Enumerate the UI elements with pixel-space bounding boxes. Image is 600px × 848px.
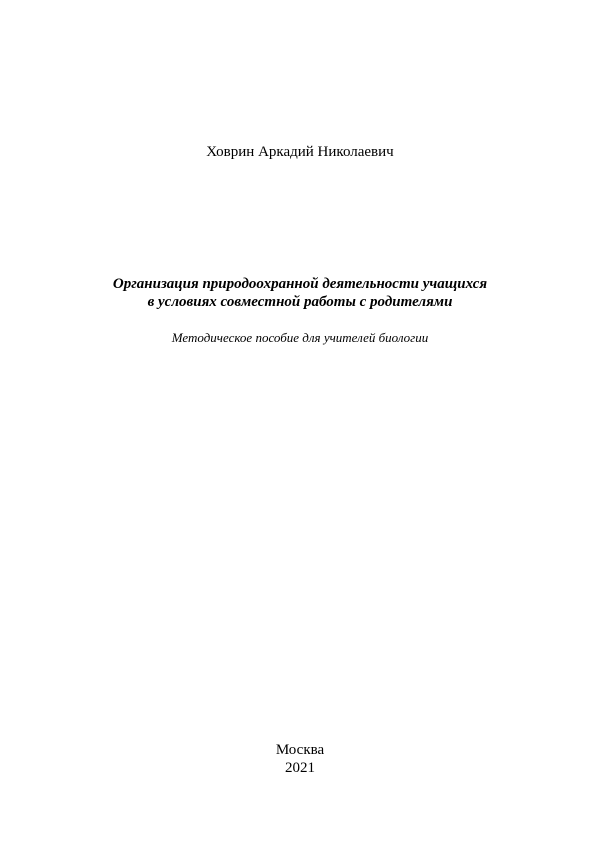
document-title — [0, 275, 600, 311]
publication-year: 2021 — [285, 760, 315, 776]
title-line-1: Организация природоохранной деятельности учащихся — [112, 276, 488, 292]
author-name: Ховрин Аркадий Николаевич — [206, 144, 394, 160]
imprint — [0, 741, 600, 777]
title-line-2: в условиях совместной работы с родителями — [147, 294, 453, 310]
publication-city: Москва — [275, 742, 325, 758]
document-subtitle: Методическое пособие для учителей биологии — [171, 330, 429, 345]
